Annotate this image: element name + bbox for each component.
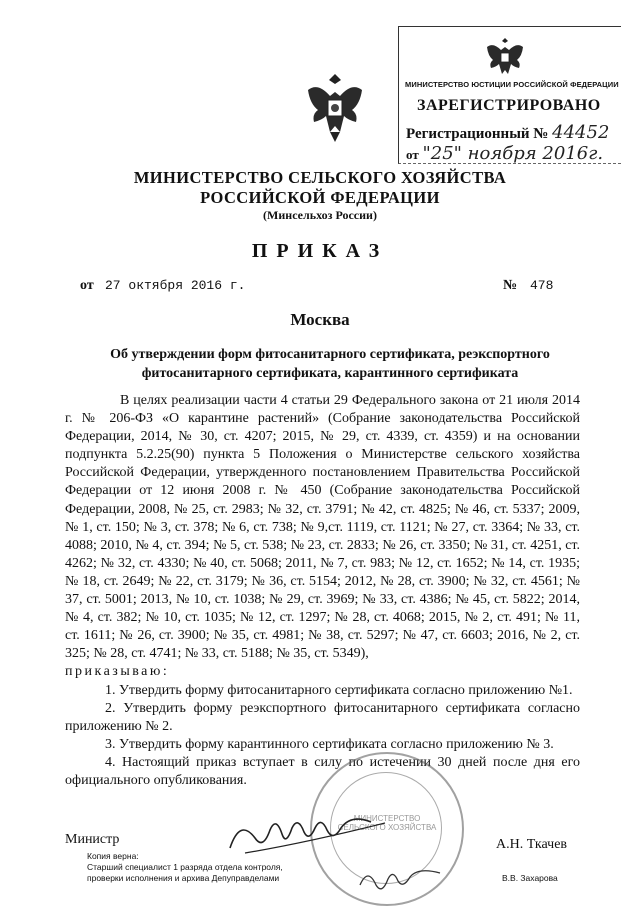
seal-text: МИНИСТЕРСТВО СЕЛЬСКОГО ХОЗЯЙСТВА [337, 814, 437, 832]
order-item-4: 4. Настоящий приказ вступает в силу по истечении 30 дней после дня его официального опубликования. [65, 754, 580, 788]
order-date: 27 октября 2016 г. [105, 278, 246, 293]
preamble: В целях реализации части 4 статьи 29 Федерального закона от 21 июля 2014 г. № 206-ФЗ «О карантине растений» (Собрание законодательства Российской Федерации, 2014, № 30, ст. 4207; 2015, № 29, ст. 4339, ст. 4359) и на основании подпункта 5.2.25(90) пункта 5 Положения о Министерстве сельского хозяйства Российской Федерации, утвержденного постановлением Правительства Российской Федерации от 12 июня 2008 г. № 450 (Собрание законодательства Российской Федерации, 2008, № 25, ст. 2983; № 32, ст. 3791; № 42, ст. 4825; № 46, ст. 5337; 2009, № 1, ст. 150; № 3, ст. 378; № 6, ст. 738; № 9,ст. 1119, ст. 1121; № 27, ст. 3364; № 33, ст. 4088; 2010, № 4, ст. 394; № 5, ст. 538; № 23, ст. 2833; № 26, ст. 3350; № 31, ст. 4251, ст. 4262; № 32, ст. 4330; № 40, ст. 5068; 2011, № 7, ст. 983; № 12, ст. 1652; № 14, ст. 1935; № 18, ст. 2649; № 22, ст. 3179; № 36, ст. 5154; 2012, № 28, ст. 3900; № 32, ст. 4561; № 37, ст. 5001; 2013, № 10, ст. 1038; № 29, ст. 3969; № 33, ст. 4386; № 45, ст. 5822; 2014, № 4, ст. 382; № 10, ст. 1035; № 12, ст. 1297; № 28, ст. 4068; 2015, № 2, ст. 491; № 11, ст. 1611; № 26, ст. 3900; № 35, ст. 4981; № 38, ст. 5297; № 47, ст. 6603; 2016, № 2, ст. 325; № 28, ст. 4741; № 33, ст. 5188; № 35, ст. 5349), [65, 393, 580, 662]
ministry-short-name: (Минсельхоз России) [263, 208, 377, 222]
stamp-reg-number: 44452 [552, 122, 610, 143]
order-item-3: 3. Утвердить форму карантинного сертификата согласно приложению № 3. [105, 736, 554, 752]
stamp-reg-label: Регистрационный № [406, 126, 549, 142]
signatory-position: Министр [65, 832, 120, 847]
russian-coat-of-arms-icon [300, 70, 370, 148]
stamp-date-line [406, 143, 603, 164]
order-city: Москва [290, 310, 350, 329]
copy-signature [355, 860, 445, 895]
order-date-label: от [80, 278, 94, 293]
order-subject: Об утверждении форм фитосанитарного сертификата, реэкспортного фитосанитарного сертификата, карантинного сертификата [110, 347, 550, 381]
registration-stamp [398, 26, 621, 164]
order-title: ПРИКАЗ [251, 240, 389, 262]
copy-label: Копия верна: [87, 851, 139, 861]
copy-certification [87, 851, 283, 884]
copy-line-2: проверки исполнения и архива Депуправделами [87, 873, 280, 883]
decree-word: приказываю: [65, 664, 170, 680]
stamp-date-prefix: от [406, 147, 419, 162]
order-number-label: № [503, 278, 518, 293]
order-body [65, 392, 580, 790]
stamp-date: "25" ноября 2016г. [422, 143, 604, 164]
signatory-name: А.Н. Ткачев [496, 837, 568, 852]
order-number: 478 [530, 278, 554, 293]
copy-certifier-name: В.В. Захарова [502, 873, 558, 883]
copy-line-1: Старший специалист 1 разряда отдела контроля, [87, 862, 283, 872]
order-item-1: 1. Утвердить форму фитосанитарного сертификата согласно приложению №1. [105, 682, 573, 698]
stamp-title: ЗАРЕГИСТРИРОВАНО [417, 97, 601, 114]
order-item-2: 2. Утвердить форму реэкспортного фитосанитарного сертификата согласно приложению № 2. [65, 700, 580, 734]
ministry-title-line2: РОССИЙСКОЙ ФЕДЕРАЦИИ [200, 188, 440, 207]
stamp-ministry: МИНИСТЕРСТВО ЮСТИЦИИ РОССИЙСКОЙ ФЕДЕРАЦИИ [405, 80, 619, 89]
russian-coat-of-arms-icon [483, 37, 527, 77]
stamp-reg-number-line [406, 122, 609, 143]
ministry-title-line1: МИНИСТЕРСТВО СЕЛЬСКОГО ХОЗЯЙСТВА [133, 168, 507, 187]
